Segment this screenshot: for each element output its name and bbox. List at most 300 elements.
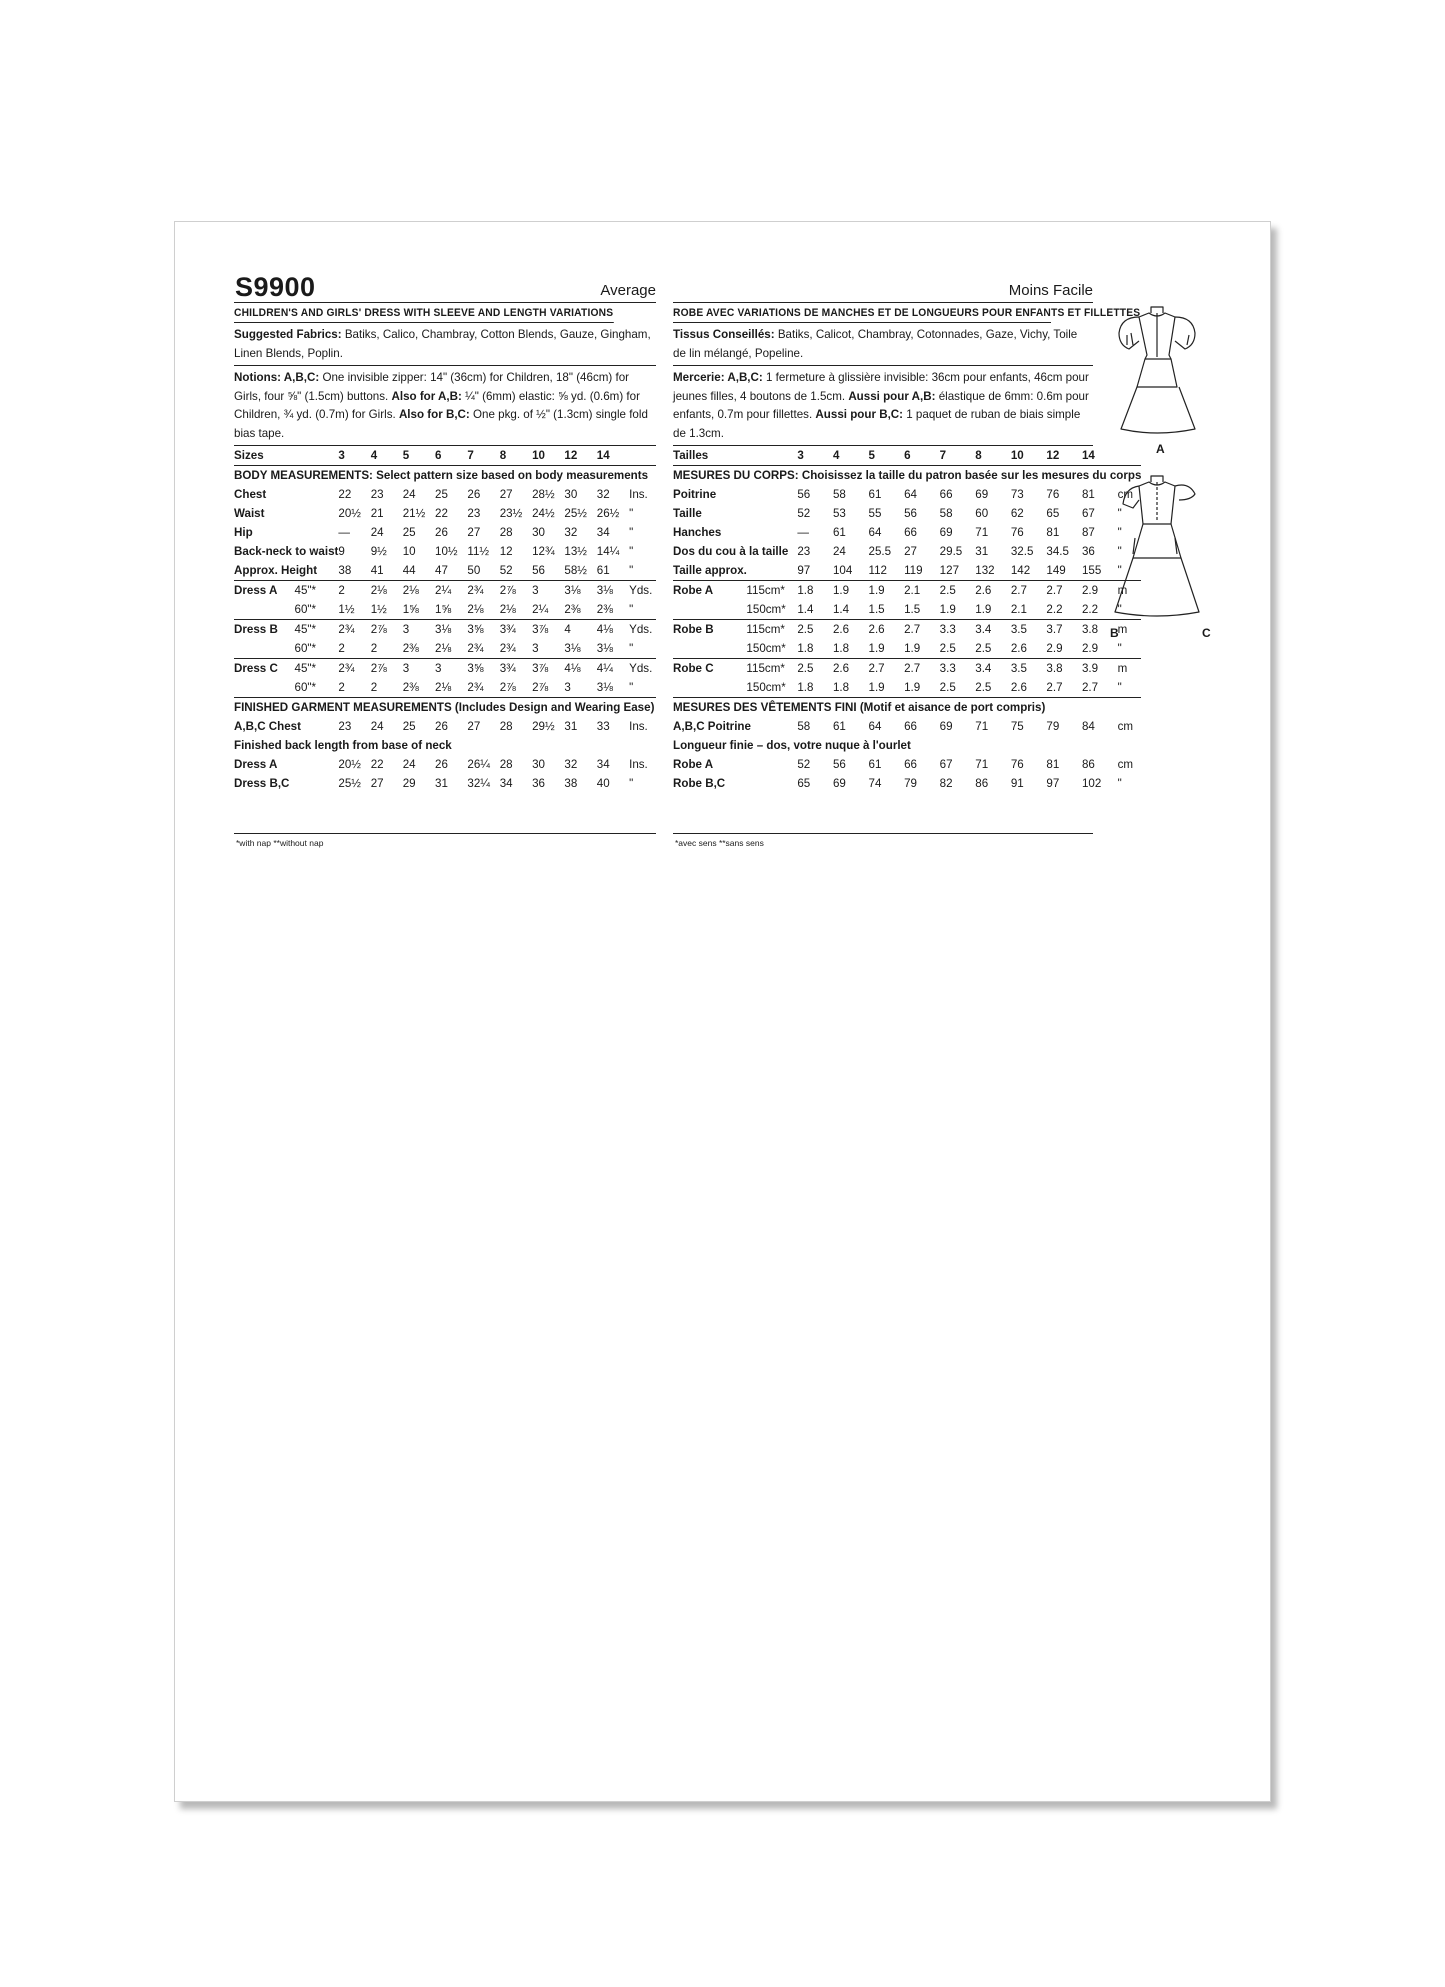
unit-label: " — [1117, 642, 1122, 655]
size-header: 6 — [435, 446, 467, 466]
measurement-value: 3.5 — [1011, 620, 1047, 640]
measurement-value: 28 — [499, 526, 513, 539]
measurement-value: — — [797, 526, 809, 539]
measurement-value: 38 — [564, 777, 578, 790]
measurement-value: 27 — [904, 545, 917, 558]
measurement-value: 26 — [435, 720, 448, 733]
row-label: A,B,C Chest — [234, 720, 301, 733]
measurement-value: 56 — [904, 507, 917, 520]
garment-title-en: CHILDREN'S AND GIRLS' DRESS WITH SLEEVE AND LENGTH VARIATIONS — [234, 303, 614, 323]
measurement-value: 2.6 — [869, 620, 905, 640]
measurement-value: 2.6 — [1010, 642, 1027, 655]
measurement-value: 44 — [402, 564, 416, 577]
header-en — [234, 272, 656, 303]
yardage-row — [234, 600, 656, 620]
unit-label: " — [1117, 507, 1122, 520]
measurement-value: 1.5 — [868, 603, 885, 616]
measurement-value: 52 — [499, 564, 513, 577]
measurement-value: 34 — [499, 777, 513, 790]
measurement-value: 3.4 — [975, 620, 1011, 640]
measurement-value: 2¾ — [338, 620, 370, 640]
measurement-value: 32.5 — [1010, 545, 1034, 558]
unit-label: Yds. — [629, 659, 656, 679]
yardage-row — [234, 620, 656, 640]
measurement-value: 91 — [1010, 777, 1024, 790]
measurement-value: 155 — [1081, 564, 1102, 577]
body-measurements-heading-text: BODY MEASUREMENTS: Select pattern size based on body measurements — [234, 469, 649, 482]
unit-label: " — [629, 526, 634, 539]
measurement-value: 2.7 — [1046, 581, 1082, 601]
measurement-value: 24 — [402, 758, 416, 771]
measurement-value: 86 — [975, 777, 989, 790]
measurement-value: 102 — [1081, 777, 1102, 790]
unit-label: " — [629, 777, 634, 790]
unit-label: " — [1117, 526, 1122, 539]
unit-spacer — [1118, 446, 1142, 466]
measurement-value: 12 — [499, 545, 513, 558]
size-header: 8 — [500, 446, 532, 466]
measurement-value: 11½ — [467, 545, 490, 558]
measurement-value: 1.9 — [904, 642, 921, 655]
measurement-value: 2⅛ — [371, 581, 403, 601]
yardage-row — [234, 581, 656, 601]
measurement-value: 2.1 — [1010, 603, 1027, 616]
measurement-value: 28½ — [532, 488, 555, 501]
measurement-value: 27 — [467, 720, 481, 733]
measurement-value: 23 — [338, 720, 352, 733]
measurement-value: 3¾ — [500, 659, 532, 679]
measurement-value: 2.5 — [797, 620, 833, 640]
measurement-value: 3.7 — [1046, 620, 1082, 640]
measurement-value: 2.5 — [975, 681, 992, 694]
measurement-value: 27 — [467, 526, 481, 539]
table-row — [673, 542, 1141, 561]
measurement-value: 2.1 — [904, 581, 940, 601]
table-row — [673, 504, 1141, 523]
measurement-value: 2 — [370, 642, 378, 655]
fabric-width: 150cm* — [746, 681, 786, 694]
yardage-row — [673, 600, 1141, 620]
measurement-value: 2.7 — [1046, 681, 1063, 694]
unit-label: " — [1117, 681, 1122, 694]
unit-label: m — [1118, 581, 1142, 601]
measurement-value: 20½ — [338, 507, 361, 520]
table-row — [673, 523, 1141, 542]
yardage-row — [673, 678, 1141, 698]
measurement-value: 1.9 — [975, 603, 992, 616]
yardage-row — [673, 639, 1141, 659]
measurement-value: 10 — [402, 545, 416, 558]
measurement-table-fr — [673, 446, 1141, 793]
measurement-value: 64 — [904, 488, 917, 501]
row-label: Robe B — [673, 620, 746, 640]
measurement-value: 50 — [467, 564, 481, 577]
unit-label: " — [629, 603, 634, 616]
measurement-value: 74 — [868, 777, 882, 790]
body-measurements-heading — [234, 466, 656, 486]
measurement-value: 10½ — [435, 545, 458, 558]
size-header: 8 — [975, 446, 1011, 466]
measurement-value: 2⅛ — [435, 681, 452, 694]
measurement-value: 79 — [1046, 720, 1060, 733]
measurement-value: 56 — [797, 488, 811, 501]
measurement-value: 36 — [532, 777, 545, 790]
row-label: Hip — [234, 526, 253, 539]
measurement-value: 2.5 — [975, 642, 992, 655]
measurement-value: 65 — [797, 777, 811, 790]
yardage-row — [673, 659, 1141, 679]
row-label — [234, 678, 295, 698]
measurement-value: 76 — [1010, 526, 1024, 539]
row-label: Approx. Height — [234, 564, 318, 577]
row-label: Chest — [234, 488, 267, 501]
measurement-value: 3.9 — [1082, 659, 1118, 679]
row-label: Back-neck to waist — [234, 545, 339, 558]
measurement-value: 2¾ — [338, 659, 370, 679]
measurement-value: 13½ — [564, 545, 587, 558]
notions-fr: Mercerie: A,B,C: 1 fermeture à glissière invisible: 36cm pour enfants, 46cm pour jeunes filles, 4 boutons de 1.5cm. Aussi pour A,B: élastique de 6mm: 0.6m pour enfants, 0.7m pour fillettes. Aussi pour B,C: 1 paquet de ruban de biais simple de 1.3cm. — [673, 366, 1093, 446]
unit-label: " — [629, 545, 634, 558]
measurement-value: 81 — [1046, 526, 1060, 539]
measurement-value: 119 — [904, 564, 923, 577]
unit-label: " — [629, 681, 634, 694]
measurement-value: 32 — [596, 488, 610, 501]
size-header: 10 — [1011, 446, 1047, 466]
difficulty-level-en: Average — [600, 282, 656, 299]
footnote-en: *with nap **without nap — [236, 838, 324, 848]
measurement-value: 25 — [402, 720, 416, 733]
measurement-value: 4⅛ — [597, 620, 629, 640]
measurement-value: 27 — [499, 488, 513, 501]
measurement-value: 3 — [532, 642, 539, 655]
measurement-value: 30 — [564, 488, 578, 501]
measurement-value: 29 — [402, 777, 416, 790]
measurement-value: 58 — [797, 720, 811, 733]
unit-label: Ins. — [629, 488, 648, 501]
measurement-value: 127 — [939, 564, 960, 577]
unit-label: " — [1117, 603, 1122, 616]
measurement-value: 2¾ — [467, 681, 484, 694]
row-label: A,B,C Poitrine — [673, 720, 751, 733]
fabric-width: 115cm* — [746, 581, 797, 601]
measurement-value: 73 — [1010, 488, 1024, 501]
measurement-value: 3⅝ — [467, 620, 499, 640]
measurement-value: 22 — [338, 488, 352, 501]
measurement-value: 58 — [939, 507, 953, 520]
measurement-value: 21 — [370, 507, 384, 520]
header-fr — [673, 276, 1093, 303]
measurement-value: 1⅝ — [402, 603, 419, 616]
measurement-value: 2.9 — [1082, 581, 1118, 601]
fabric-width: 150cm* — [746, 642, 786, 655]
measurement-value: 32¼ — [467, 777, 490, 790]
measurement-value: 21½ — [402, 507, 426, 520]
measurement-value: 2⅞ — [532, 681, 549, 694]
garment-title-fr: ROBE AVEC VARIATIONS DE MANCHES ET DE LONGUEURS POUR ENFANTS ET FILLETTES — [673, 303, 1051, 323]
fabric-width: 60"* — [294, 681, 317, 694]
size-header: 14 — [597, 446, 629, 466]
measurement-value: 2.6 — [833, 659, 869, 679]
yardage-row — [673, 620, 1141, 640]
finished-measurements-heading-text: FINISHED GARMENT MEASUREMENTS (Includes Design and Wearing Ease) — [234, 698, 656, 718]
size-header: 12 — [1046, 446, 1082, 466]
measurement-value: 2 — [370, 681, 378, 694]
unit-label: " — [629, 507, 634, 520]
unit-label: Yds. — [629, 581, 656, 601]
measurement-value: 2⅜ — [402, 681, 419, 694]
fabrics-en: Suggested Fabrics: Batiks, Calico, Chambray, Cotton Blends, Gauze, Gingham, Linen Blends, Poplin. — [234, 323, 656, 366]
fabric-width: 45"* — [295, 659, 339, 679]
row-label: Robe B,C — [673, 777, 726, 790]
notions-en: Notions: A,B,C: One invisible zipper: 14" (36cm) for Children, 18" (46cm) for Girls, four ⅝" (1.5cm) buttons. Also for A,B: ¼" (6mm) elastic: ⅝ yd. (0.6m) for Children, ¾ yd. (0.7m) for Girls. Also for B,C: One pkg. of ½" (1.3cm) single fold bias tape. — [234, 366, 656, 446]
english-column — [234, 272, 656, 793]
row-label: Hanches — [673, 526, 722, 539]
row-label: Waist — [234, 507, 265, 520]
measurement-value: 67 — [1081, 507, 1095, 520]
length-row — [234, 774, 656, 793]
measurement-value: 69 — [975, 488, 989, 501]
finished-length-heading — [673, 736, 1141, 755]
measurement-value: 60 — [975, 507, 989, 520]
measurement-value: 4 — [564, 620, 596, 640]
measurement-value: 97 — [1046, 777, 1060, 790]
footnote-rule-en — [234, 833, 656, 834]
size-header: 4 — [833, 446, 869, 466]
measurement-value: 2.5 — [939, 681, 956, 694]
yardage-row — [673, 581, 1141, 601]
table-row — [234, 504, 656, 523]
measurement-value: 1.9 — [869, 581, 905, 601]
measurement-value: 81 — [1081, 488, 1095, 501]
measurement-value: 34.5 — [1046, 545, 1069, 558]
fabric-width: 60"* — [294, 642, 317, 655]
measurement-value: 2¼ — [435, 581, 467, 601]
footnote-fr: *avec sens **sans sens — [675, 838, 764, 848]
yardage-row — [234, 678, 656, 698]
measurement-value: 3.8 — [1046, 659, 1082, 679]
measurement-value: 30 — [532, 758, 545, 771]
size-header: 5 — [869, 446, 905, 466]
measurement-value: 32 — [564, 526, 578, 539]
measurement-value: 71 — [975, 758, 989, 771]
measurement-value: 31 — [564, 720, 578, 733]
table-row — [234, 561, 656, 581]
finished-chest-row — [673, 717, 1141, 736]
finished-length-heading-text: Longueur finie – dos, votre nuque à l'ourlet — [673, 739, 911, 752]
measurement-value: 3.3 — [940, 659, 976, 679]
finished-chest-row — [234, 717, 656, 736]
measurement-value: 2.7 — [1011, 581, 1047, 601]
measurement-value: 52 — [797, 758, 811, 771]
measurement-value: 38 — [338, 564, 352, 577]
row-label — [673, 639, 746, 659]
measurement-value: 2.6 — [975, 581, 1011, 601]
table-row — [234, 542, 656, 561]
measurement-value: 69 — [832, 777, 846, 790]
measurement-value: 24½ — [532, 507, 555, 520]
unit-label: Yds. — [629, 620, 656, 640]
measurement-value: — — [338, 526, 350, 539]
unit-label: " — [629, 564, 634, 577]
measurement-value: 2⅛ — [435, 642, 452, 655]
measurement-value: 3⅞ — [532, 620, 564, 640]
measurement-value: 149 — [1046, 564, 1066, 577]
measurement-value: 2⅛ — [403, 581, 435, 601]
measurement-value: 2.5 — [939, 642, 956, 655]
unit-label: " — [1117, 564, 1122, 577]
measurement-value: 1.8 — [832, 681, 850, 694]
measurement-value: 58 — [832, 488, 846, 501]
row-label: Dress B,C — [234, 777, 290, 790]
row-label: Dress A — [234, 758, 278, 771]
measurement-value: 64 — [868, 720, 882, 733]
measurement-value: 2.6 — [1010, 681, 1027, 694]
measurement-value: 30 — [532, 526, 545, 539]
measurement-value: 61 — [596, 564, 610, 577]
size-header: 14 — [1082, 446, 1118, 466]
fabric-width: 45"* — [295, 581, 339, 601]
measurement-value: 1½ — [370, 603, 387, 616]
row-label: Robe A — [673, 581, 746, 601]
measurement-value: 2.7 — [904, 620, 940, 640]
measurement-value: 1.8 — [797, 581, 833, 601]
measurement-value: 2⅞ — [500, 581, 532, 601]
measurement-value: 61 — [868, 488, 882, 501]
row-label: Dress C — [234, 659, 295, 679]
table-row — [234, 485, 656, 504]
row-label — [234, 639, 295, 659]
measurement-value: 22 — [370, 758, 384, 771]
measurement-value: 1.9 — [939, 603, 956, 616]
measurement-value: 2⅞ — [371, 620, 403, 640]
measurement-value: 31 — [975, 545, 989, 558]
finished-length-heading-text: Finished back length from base of neck — [234, 739, 452, 752]
yardage-row — [234, 659, 656, 679]
measurement-value: 26 — [435, 758, 448, 771]
measurement-value: 3 — [403, 620, 435, 640]
measurement-value: 52 — [797, 507, 811, 520]
finished-length-heading — [234, 736, 656, 755]
measurement-value: 1.9 — [904, 681, 921, 694]
footnote-rule-fr — [673, 833, 1093, 834]
measurement-value: 1.9 — [868, 681, 885, 694]
measurement-value: 3⅛ — [596, 681, 613, 694]
measurement-value: 23 — [370, 488, 384, 501]
measurement-value: 26¼ — [467, 758, 490, 771]
measurement-value: 1.8 — [797, 681, 814, 694]
measurement-value: 67 — [939, 758, 953, 771]
measurement-value: 1.4 — [797, 603, 814, 616]
row-label: Dos du cou à la taille — [673, 545, 789, 558]
measurement-value: 2.9 — [1081, 642, 1099, 655]
measurement-value: 71 — [975, 720, 989, 733]
measurement-value: 2 — [338, 581, 370, 601]
measurement-value: 2.2 — [1046, 603, 1063, 616]
measurement-value: 4⅛ — [564, 659, 596, 679]
measurement-value: 32 — [564, 758, 578, 771]
measurement-value: 87 — [1081, 526, 1095, 539]
measurement-value: 34 — [596, 758, 610, 771]
sizes-label: Tailles — [673, 446, 797, 466]
sizes-row — [673, 446, 1141, 466]
measurement-value: 28 — [499, 720, 513, 733]
length-row — [234, 755, 656, 774]
measurement-value: 3 — [403, 659, 435, 679]
measurement-value: 82 — [939, 777, 953, 790]
measurement-value: 3⅛ — [597, 581, 629, 601]
measurement-value: 23 — [797, 545, 811, 558]
row-label — [673, 600, 746, 620]
measurement-value: 25 — [402, 526, 416, 539]
measurement-value: 69 — [939, 720, 953, 733]
measurement-value: 2.2 — [1081, 603, 1099, 616]
measurement-value: 25 — [435, 488, 448, 501]
unit-label: Ins. — [629, 720, 648, 733]
size-header: 7 — [940, 446, 976, 466]
unit-label: cm — [1117, 488, 1134, 501]
measurement-value: 1.9 — [868, 642, 885, 655]
size-header: 3 — [797, 446, 833, 466]
measurement-value: 112 — [868, 564, 887, 577]
measurement-value: 61 — [868, 758, 882, 771]
measurement-value: 3⅛ — [435, 620, 467, 640]
measurement-value: 4¼ — [597, 659, 629, 679]
length-row — [673, 774, 1141, 793]
measurement-value: 47 — [435, 564, 448, 577]
measurement-value: 61 — [832, 720, 846, 733]
measurement-value: 2.7 — [904, 659, 940, 679]
measurement-value: 1.4 — [832, 603, 850, 616]
measurement-value: 75 — [1010, 720, 1024, 733]
measurement-value: 1.8 — [797, 642, 814, 655]
unit-label: m — [1118, 659, 1142, 679]
dress-c-label: C — [1202, 626, 1211, 640]
measurement-value: 29.5 — [939, 545, 963, 558]
row-label: Taille — [673, 507, 702, 520]
measurement-value: 66 — [939, 488, 953, 501]
size-header: 5 — [403, 446, 435, 466]
body-measurements-heading-text: MESURES DU CORPS: Choisissez la taille du patron basée sur les mesures du corps — [673, 469, 1142, 482]
measurement-value: 26½ — [596, 507, 620, 520]
measurement-value: 27 — [370, 777, 384, 790]
measurement-value: 2.9 — [1046, 642, 1063, 655]
measurement-value: 61 — [832, 526, 846, 539]
measurement-value: 2⅞ — [499, 681, 516, 694]
measurement-table-en — [234, 446, 656, 793]
measurement-value: 1⅝ — [435, 603, 452, 616]
measurement-value: 58½ — [564, 564, 587, 577]
measurement-value: 3 — [532, 581, 564, 601]
measurement-value: 2⅛ — [467, 603, 484, 616]
measurement-value: 66 — [904, 758, 917, 771]
measurement-value: 69 — [939, 526, 953, 539]
measurement-value: 2.6 — [833, 620, 869, 640]
measurement-value: 76 — [1010, 758, 1024, 771]
measurement-value: 24 — [370, 526, 384, 539]
measurement-value: 3⅛ — [564, 581, 596, 601]
measurement-value: 2.7 — [1081, 681, 1099, 694]
measurement-value: 3⅛ — [596, 642, 613, 655]
fabric-width: 150cm* — [746, 603, 786, 616]
measurement-value: 71 — [975, 526, 989, 539]
fabric-width: 45"* — [295, 620, 339, 640]
finished-measurements-heading — [673, 698, 1141, 718]
measurement-value: 1.5 — [904, 603, 921, 616]
measurement-value: 31 — [435, 777, 448, 790]
measurement-value: 2.5 — [940, 581, 976, 601]
dress-bc-drawing — [1105, 474, 1210, 624]
size-header: 10 — [532, 446, 564, 466]
